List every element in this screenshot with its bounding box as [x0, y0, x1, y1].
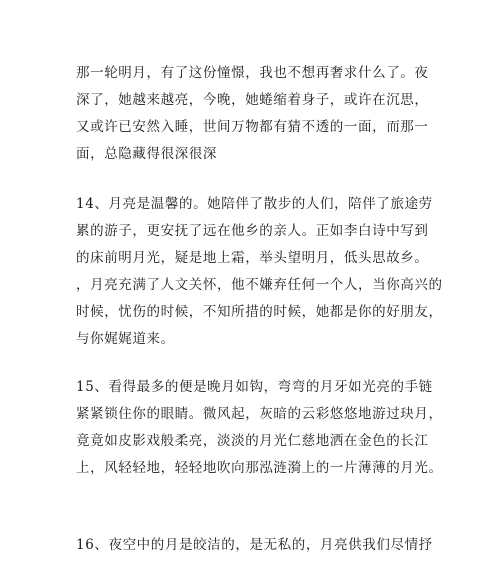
text-line: 又或许已安然入睡，世间万物都有猜不透的一面，而那一: [76, 119, 429, 135]
text-line: ，月亮充满了人文关怀，他不嫌弃任何一个人，当你高兴的: [76, 277, 443, 293]
paragraph-15: [76, 374, 443, 482]
text-line: 那一轮明月，有了这份憧憬，我也不想再奢求什么了。夜: [76, 65, 429, 81]
text-line: 深了，她越来越亮，今晚，她蜷缩着身子，或许在沉思，: [76, 92, 429, 108]
text-line: 15、看得最多的便是晚月如钩，弯弯的月牙如光亮的手链: [76, 379, 433, 395]
text-line: 上，风轻轻地，轻轻地吹向那泓涟漪上的一片薄薄的月光。: [76, 460, 443, 476]
text-line: 16、夜空中的月是皎洁的，是无私的，月亮供我们尽情抒: [76, 537, 433, 553]
paragraph-moon-longing: [76, 60, 429, 168]
text-line: 与你娓娓道来。: [76, 331, 175, 347]
paragraph-14: [76, 191, 443, 353]
text-line: 面，总隐藏得很深很深: [76, 146, 217, 162]
text-line: 累的游子，更安抚了远在他乡的亲人。正如李白诗中写到: [76, 223, 429, 239]
text-line: 14、月亮是温馨的。她陪伴了散步的人们，陪伴了旅途劳: [76, 196, 433, 212]
text-line: 时候，忧伤的时候，不知所措的时候，她都是你的好朋友，: [76, 304, 443, 320]
paragraph-16: [76, 532, 433, 559]
text-line: 紧紧锁住你的眼睛。微风起，灰暗的云彩悠悠地游过玦月，: [76, 406, 443, 422]
text-line: 的床前明月光，疑是地上霜，举头望明月，低头思故乡。: [76, 250, 429, 266]
text-line: 竟竟如皮影戏般柔亮，淡淡的月光仁慈地洒在金色的长江: [76, 433, 429, 449]
